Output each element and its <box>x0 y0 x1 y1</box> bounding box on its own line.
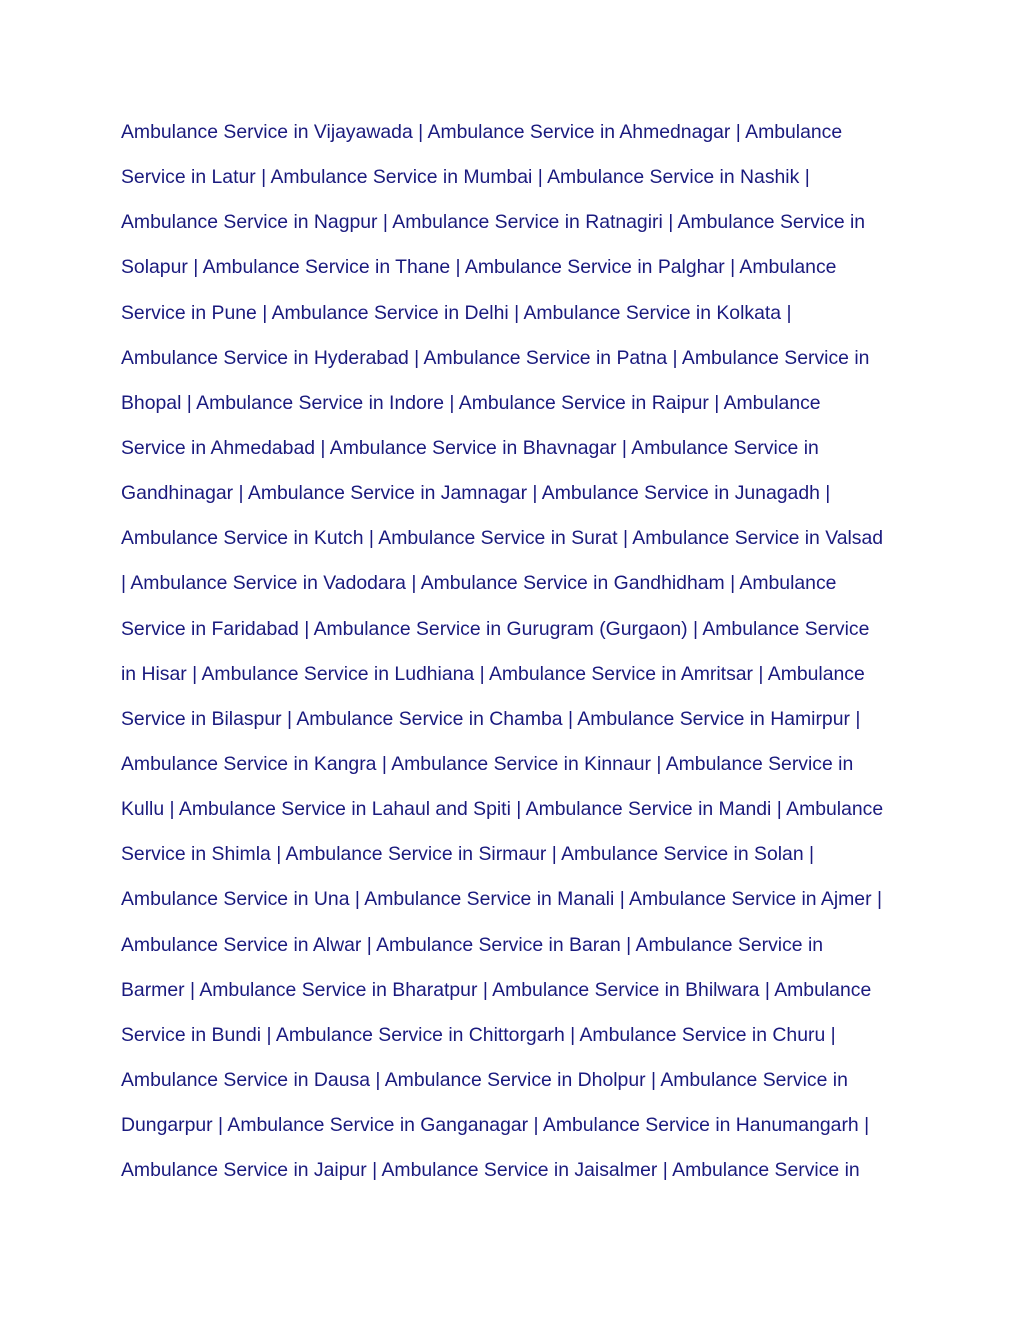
link-separator: | <box>786 301 792 324</box>
text-line-3 <box>121 200 911 245</box>
link-separator: | <box>121 572 127 595</box>
link-separator: | <box>482 978 488 1001</box>
ambulance-service-link[interactable]: Ambulance Service in Manali <box>359 888 620 911</box>
link-separator: | <box>169 798 175 821</box>
ambulance-service-link[interactable]: Service in Bilaspur <box>121 707 287 730</box>
ambulance-service-link[interactable]: Ambulance Service in <box>667 1159 860 1182</box>
ambulance-service-link[interactable]: Ambulance Service in Jaisalmer <box>377 1159 663 1182</box>
link-separator: | <box>650 1068 656 1091</box>
ambulance-service-link[interactable]: Service in Shimla <box>121 843 277 866</box>
link-separator: | <box>730 256 736 279</box>
link-separator: | <box>320 436 326 459</box>
link-separator: | <box>864 1114 870 1137</box>
link-separator: | <box>551 843 557 866</box>
link-separator: | <box>375 1068 381 1091</box>
link-separator: | <box>262 301 268 324</box>
link-separator: | <box>730 572 736 595</box>
text-line-20 <box>121 968 911 1013</box>
ambulance-service-link[interactable]: Bhopal <box>121 391 187 414</box>
link-separator: | <box>193 256 199 279</box>
text-line-15 <box>121 742 911 787</box>
ambulance-service-link[interactable]: Ambulance Service in Kangra <box>121 752 382 775</box>
ambulance-service-link[interactable]: Ambulance <box>740 121 843 143</box>
text-line-23 <box>121 1103 911 1148</box>
link-separator: | <box>668 211 674 234</box>
ambulance-service-link[interactable]: Ambulance Service in Vijayawada <box>121 121 419 143</box>
ambulance-service-link[interactable]: Ambulance Service in Gurugram (Gurgaon) <box>309 617 693 640</box>
ambulance-service-link[interactable]: Ambulance Service in Una <box>121 888 355 911</box>
ambulance-service-link[interactable]: Ambulance Service in Lahaul and Spiti <box>174 798 517 821</box>
ambulance-service-link[interactable]: Ambulance Service in Churu <box>575 1023 831 1046</box>
ambulance-service-link[interactable]: Barmer <box>121 978 190 1001</box>
link-separator: | <box>192 662 198 685</box>
link-separator: | <box>382 211 388 234</box>
ambulance-service-link[interactable]: Ambulance Service in Palghar <box>460 256 731 279</box>
link-separator: | <box>514 301 520 324</box>
text-line-24 <box>121 1148 911 1193</box>
link-separator: | <box>276 843 282 866</box>
ambulance-service-link[interactable]: Ambulance Service in Bharatpur <box>195 978 483 1001</box>
text-line-19 <box>121 923 911 968</box>
ambulance-service-link[interactable]: Ambulance Service in Ahmednagar <box>423 121 736 143</box>
ambulance-service-link[interactable]: Ambulance Service in <box>673 211 866 234</box>
link-separator: | <box>418 121 424 143</box>
ambulance-service-link[interactable]: Ambulance Service in Nashik <box>542 166 805 189</box>
text-line-12 <box>121 607 911 652</box>
ambulance-service-link[interactable]: Ambulance Service in <box>661 752 854 775</box>
link-separator: | <box>286 707 293 730</box>
ambulance-service-link[interactable]: Service in Faridabad <box>121 617 305 640</box>
link-separator: | <box>735 121 741 143</box>
link-separator: | <box>411 572 417 595</box>
link-separator: | <box>662 1159 668 1182</box>
ambulance-service-link[interactable]: Ambulance Service in Kolkata <box>519 301 787 324</box>
ambulance-service-link[interactable]: in Hisar <box>121 662 193 685</box>
ambulance-service-link[interactable]: Ambulance Service in <box>631 933 824 956</box>
ambulance-service-link[interactable]: Ambulance Service in Solan <box>556 843 810 866</box>
ambulance-service-link[interactable]: Ambulance Service in Jaipur <box>121 1159 373 1182</box>
link-separator: | <box>455 256 461 279</box>
ambulance-service-link[interactable]: Ambulance Service in Ajmer <box>624 888 877 911</box>
link-separator: | <box>855 707 861 730</box>
ambulance-service-link[interactable]: Service in Ahmedabad <box>121 436 321 459</box>
text-line-1 <box>121 110 911 155</box>
text-line-8 <box>121 426 911 471</box>
text-line-21 <box>121 1013 911 1058</box>
link-separator: | <box>381 752 387 775</box>
link-separator: | <box>809 843 815 866</box>
text-line-7 <box>121 381 911 426</box>
link-separator: | <box>825 482 831 505</box>
ambulance-service-link[interactable]: Ambulance Service in Bhilwara <box>487 978 765 1001</box>
ambulance-service-link[interactable]: Solapur <box>121 256 194 279</box>
ambulance-service-link[interactable]: Ambulance Service in <box>656 1068 848 1091</box>
link-separator: | <box>372 1159 378 1182</box>
ambulance-service-link[interactable]: Ambulance Service in Jamnagar <box>243 482 533 505</box>
ambulance-service-link[interactable]: Ambulance Service in Baran <box>371 933 627 956</box>
link-separator: | <box>366 933 372 956</box>
link-separator: | <box>758 662 764 685</box>
ambulance-service-link[interactable]: Ambulance Service in Mumbai <box>266 166 538 189</box>
link-separator: | <box>261 166 267 189</box>
ambulance-service-link[interactable]: Ambulance Service in Valsad <box>627 527 884 550</box>
text-line-18 <box>121 877 911 922</box>
link-separator: | <box>218 1114 224 1137</box>
text-line-13 <box>121 652 911 697</box>
link-separator: | <box>368 527 374 550</box>
ambulance-service-link[interactable]: Ambulance Service in <box>626 436 819 459</box>
ambulance-service-link[interactable]: Ambulance <box>769 978 872 1001</box>
link-separator: | <box>266 1023 272 1046</box>
link-separator: | <box>304 617 310 640</box>
ambulance-service-link[interactable]: Ambulance Service in Delhi <box>267 301 515 324</box>
ambulance-service-link[interactable]: Ambulance Service in Amritsar <box>484 662 759 685</box>
ambulance-service-link[interactable]: Dungarpur <box>121 1114 219 1137</box>
ambulance-service-link[interactable]: Ambulance Service in Ludhiana <box>197 662 480 685</box>
link-separator: | <box>804 166 810 189</box>
text-line-10 <box>121 516 911 561</box>
link-separator: | <box>830 1023 836 1046</box>
document-body <box>121 110 911 1193</box>
link-separator: | <box>414 346 420 369</box>
ambulance-service-link[interactable]: Service in Bundi <box>121 1023 267 1046</box>
ambulance-service-link[interactable]: Ambulance Service in Dausa <box>121 1068 376 1091</box>
text-line-17 <box>121 832 911 877</box>
text-line-2 <box>121 155 911 200</box>
ambulance-service-link[interactable]: Ambulance <box>719 391 821 414</box>
ambulance-service-link[interactable]: Ambulance <box>781 798 884 821</box>
link-separator: | <box>533 1114 539 1137</box>
ambulance-service-link[interactable]: Ambulance <box>763 662 865 685</box>
link-separator: | <box>876 888 882 911</box>
text-line-16 <box>121 787 911 832</box>
ambulance-service-link[interactable]: Ambulance Service in Sirmaur <box>281 843 552 866</box>
link-separator: | <box>621 436 627 459</box>
ambulance-service-link[interactable]: Ambulance <box>735 256 837 279</box>
ambulance-service-link[interactable]: Kullu <box>121 798 170 821</box>
ambulance-service-link[interactable]: Ambulance Service in Kutch <box>121 527 369 550</box>
link-separator: | <box>186 391 192 414</box>
ambulance-service-link[interactable]: Service in Pune <box>121 301 263 324</box>
text-line-22 <box>121 1058 911 1103</box>
ambulance-service-link[interactable]: Ambulance Service in Ganganagar <box>223 1114 534 1137</box>
ambulance-service-link[interactable]: Ambulance Service in Hamirpur <box>572 707 856 730</box>
ambulance-service-link[interactable]: Ambulance Service in Junagadh <box>537 482 826 505</box>
link-separator: | <box>570 1023 576 1046</box>
ambulance-service-link[interactable]: Ambulance Service in Surat <box>373 527 623 550</box>
text-line-11 <box>121 561 911 606</box>
link-separator: | <box>516 798 522 821</box>
ambulance-service-link[interactable]: Ambulance Service in Mandi <box>521 798 777 821</box>
ambulance-service-link[interactable]: Ambulance Service in Gandhidham <box>416 572 731 595</box>
ambulance-service-link[interactable]: Ambulance Service in Thane <box>198 256 456 279</box>
ambulance-service-link[interactable]: Ambulance <box>735 572 837 595</box>
ambulance-service-link[interactable]: Ambulance Service in Nagpur <box>121 211 383 234</box>
link-separator: | <box>537 166 543 189</box>
link-separator: | <box>189 978 196 1001</box>
ambulance-service-link[interactable]: Ambulance Service in Chittorgarh <box>271 1023 571 1046</box>
ambulance-service-link[interactable]: Ambulance Service in Alwar <box>121 933 367 956</box>
link-separator: | <box>692 617 699 640</box>
link-separator: | <box>354 888 360 911</box>
link-separator: | <box>532 482 538 505</box>
link-separator: | <box>567 707 573 730</box>
ambulance-service-link[interactable]: Ambulance Service in Chamba <box>292 707 568 730</box>
ambulance-service-link[interactable]: Ambulance Service in Raipur <box>454 391 715 414</box>
ambulance-service-link[interactable]: Service in Latur <box>121 166 262 189</box>
link-separator: | <box>776 798 782 821</box>
ambulance-service-link[interactable]: Gandhinagar <box>121 482 239 505</box>
text-line-5 <box>121 291 911 336</box>
text-line-14 <box>121 697 911 742</box>
link-separator: | <box>479 662 485 685</box>
link-separator: | <box>714 391 720 414</box>
ambulance-service-link[interactable]: Ambulance Service <box>698 617 870 640</box>
ambulance-service-link[interactable]: Ambulance Service in Vadodara <box>126 572 412 595</box>
ambulance-service-link[interactable]: Ambulance Service in Dholpur <box>380 1068 651 1091</box>
link-separator: | <box>764 978 770 1001</box>
text-line-9 <box>121 471 911 516</box>
ambulance-service-link[interactable]: Ambulance Service in Bhavnagar <box>325 436 622 459</box>
ambulance-service-link[interactable]: Ambulance Service in Indore <box>191 391 450 414</box>
ambulance-service-link[interactable]: Ambulance Service in Hanumangarh <box>538 1114 865 1137</box>
ambulance-service-link[interactable]: Ambulance Service in Hyderabad <box>121 346 415 369</box>
link-separator: | <box>626 933 632 956</box>
link-separator: | <box>449 391 455 414</box>
link-separator: | <box>656 752 662 775</box>
link-separator: | <box>622 527 628 550</box>
link-separator: | <box>619 888 625 911</box>
ambulance-service-link[interactable]: Ambulance Service in Kinnaur <box>386 752 657 775</box>
ambulance-service-link[interactable]: Ambulance Service in Ratnagiri <box>387 211 669 234</box>
text-line-6 <box>121 336 911 381</box>
link-separator: | <box>238 482 244 505</box>
text-line-4 <box>121 245 911 290</box>
link-separator: | <box>672 346 678 369</box>
ambulance-service-link[interactable]: Ambulance Service in Patna <box>419 346 673 369</box>
ambulance-service-link[interactable]: Ambulance Service in <box>677 346 870 369</box>
